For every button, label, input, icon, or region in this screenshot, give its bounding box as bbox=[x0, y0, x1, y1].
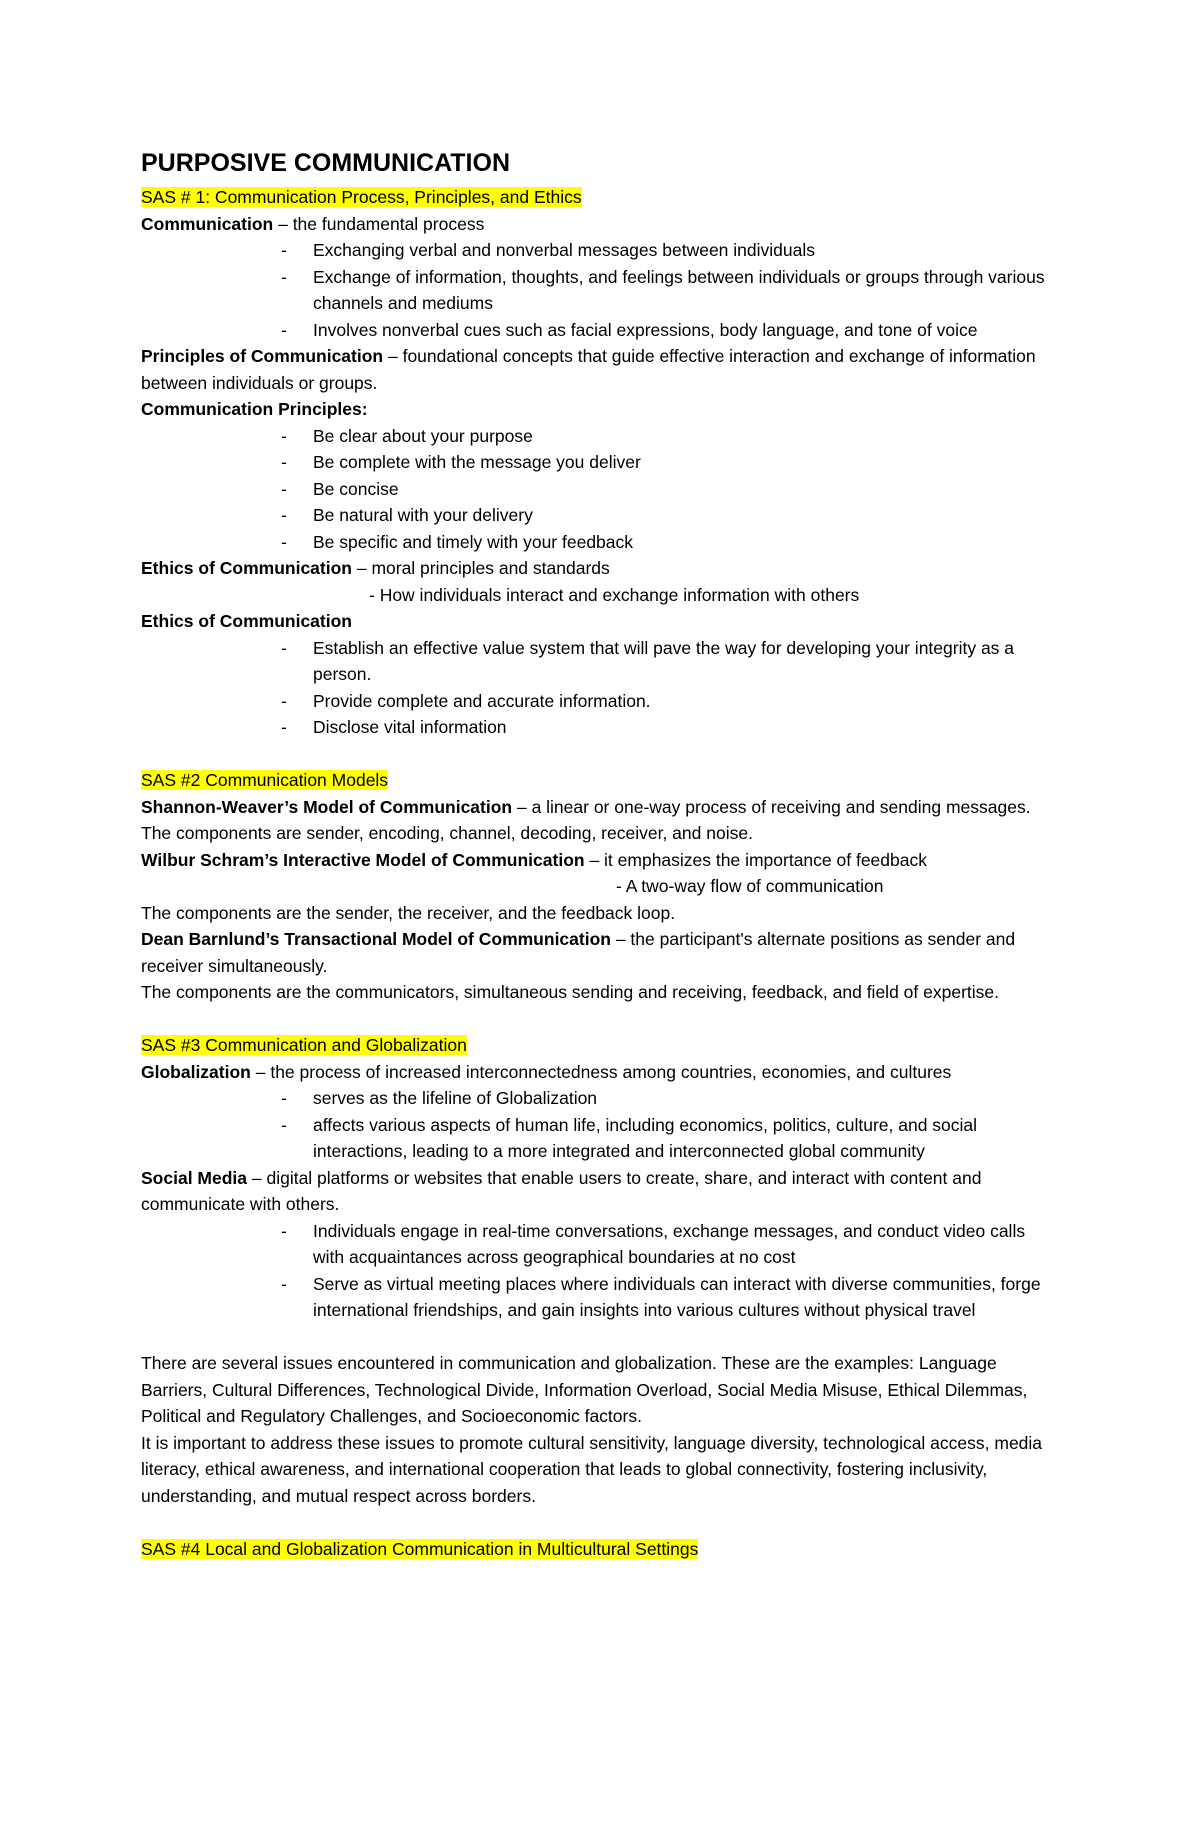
communication-def: – the fundamental process bbox=[273, 213, 485, 234]
communication-term: Communication bbox=[141, 213, 274, 234]
principles-term: Principles of Communication bbox=[141, 346, 384, 366]
list-item: - Serve as virtual meeting places where individuals can interact with diverse communities, forge international friendships, and gain insights into various cultures without physical travel bbox=[313, 1271, 1061, 1324]
barnlund-components: The components are the communicators, simultaneous sending and receiving, feedback, and field of expertise. bbox=[141, 982, 999, 1002]
sas3-heading-line bbox=[141, 1032, 1061, 1059]
list-item: - affects various aspects of human life, including economics, politics, culture, and social interactions, leading to a more integrated and interconnected global community bbox=[313, 1112, 1061, 1165]
list-item: - Be complete with the message you deliver bbox=[313, 449, 1061, 476]
ethics-heading: Ethics of Communication bbox=[141, 611, 352, 631]
sas3-heading: SAS #3 Communication and Globalization bbox=[141, 1035, 467, 1055]
spacer bbox=[141, 1324, 1061, 1351]
list-item: - Involves nonverbal cues such as facial expressions, body language, and tone of voice bbox=[313, 317, 1061, 344]
schram-term: Wilbur Schram’s Interactive Model of Communication bbox=[141, 849, 585, 870]
ethics-def: – moral principles and standards bbox=[351, 558, 610, 578]
social-media-term: Social Media bbox=[141, 1167, 248, 1188]
list-item: - Exchange of information, thoughts, and feelings between individuals or groups through various channels and mediums bbox=[313, 264, 1061, 317]
principles-definition bbox=[141, 343, 1061, 396]
schram-components: The components are the sender, the receiver, and the feedback loop. bbox=[141, 902, 676, 923]
list-item: - serves as the lifeline of Globalization bbox=[313, 1085, 1061, 1112]
list-item: - Individuals engage in real-time conversations, exchange messages, and conduct video calls with acquaintances across geographical boundaries at no cost bbox=[313, 1218, 1061, 1271]
globalization-term: Globalization bbox=[141, 1061, 251, 1082]
list-item: - Be natural with your delivery bbox=[313, 502, 1061, 529]
spacer bbox=[141, 1509, 1061, 1536]
spacer bbox=[141, 1006, 1061, 1033]
sas2-heading-line bbox=[141, 767, 1061, 794]
social-media-definition bbox=[141, 1165, 1061, 1218]
spacer bbox=[141, 741, 1061, 768]
shannon-definition bbox=[141, 794, 1061, 821]
list-item: - Exchanging verbal and nonverbal messages between individuals bbox=[313, 237, 1061, 264]
ethics-list bbox=[141, 635, 1061, 741]
globalization-definition bbox=[141, 1059, 1061, 1086]
sas1-heading-line bbox=[141, 184, 1061, 211]
sas4-heading-line bbox=[141, 1536, 1061, 1563]
list-item: - Be clear about your purpose bbox=[313, 423, 1061, 450]
globalization-def: – the process of increased interconnectedness among countries, economies, and cultures bbox=[250, 1061, 952, 1082]
communication-definition bbox=[141, 211, 1061, 238]
issues-paragraph: There are several issues encountered in communication and globalization. These are the examples: Language Barriers, Cultural Differences, Technological Divide, Information Overload, Social Media Misuse, Ethical Dilemmas, Political and Regulatory Challenges, and Socioeconomic factors. bbox=[141, 1353, 1028, 1426]
globalization-list bbox=[141, 1085, 1061, 1165]
social-media-def: – digital platforms or websites that enable users to create, share, and interact with content and communicate with others. bbox=[141, 1167, 982, 1214]
principles-def: – foundational concepts that guide effective interaction and exchange of information between individuals or groups. bbox=[141, 346, 1036, 393]
sas2-heading: SAS #2 Communication Models bbox=[141, 770, 389, 790]
list-item: - Be concise bbox=[313, 476, 1061, 503]
shannon-term: Shannon-Weaver’s Model of Communication bbox=[141, 796, 513, 817]
barnlund-def: – the participant's alternate positions as sender and receiver simultaneously. bbox=[141, 929, 1016, 976]
ethics-term: Ethics of Communication bbox=[141, 558, 352, 578]
important-paragraph: It is important to address these issues to promote cultural sensitivity, language diversity, technological access, media literacy, ethical awareness, and international cooperation that leads to global connectivity, fostering inclusivity, understanding, and mutual respect across borders. bbox=[141, 1432, 1043, 1506]
sas1-heading: SAS # 1: Communication Process, Principles, and Ethics bbox=[141, 187, 582, 207]
list-item: - Disclose vital information bbox=[313, 714, 1061, 741]
ethics-sub: - How individuals interact and exchange information with others bbox=[369, 584, 860, 605]
comm-principles-list bbox=[141, 423, 1061, 556]
ethics-definition bbox=[141, 555, 1061, 582]
schram-definition bbox=[141, 847, 1061, 874]
schram-def: – it emphasizes the importance of feedback bbox=[584, 849, 927, 870]
social-media-list bbox=[141, 1218, 1061, 1324]
document-page bbox=[141, 146, 1061, 1562]
document-title: PURPOSIVE COMMUNICATION bbox=[141, 149, 510, 177]
list-item: - Establish an effective value system that will pave the way for developing your integrity as a person. bbox=[313, 635, 1061, 688]
shannon-components: The components are sender, encoding, channel, decoding, receiver, and noise. bbox=[141, 823, 753, 843]
schram-sub: - A two-way flow of communication bbox=[616, 876, 884, 896]
shannon-def: – a linear or one-way process of receiving and sending messages. bbox=[512, 796, 1031, 817]
barnlund-definition bbox=[141, 926, 1061, 979]
barnlund-term: Dean Barnlund’s Transactional Model of Communication bbox=[141, 929, 611, 949]
comm-principles-heading: Communication Principles: bbox=[141, 399, 368, 419]
sas4-heading: SAS #4 Local and Globalization Communication in Multicultural Settings bbox=[141, 1538, 699, 1559]
list-item: - Be specific and timely with your feedback bbox=[313, 529, 1061, 556]
list-item: - Provide complete and accurate information. bbox=[313, 688, 1061, 715]
communication-list bbox=[141, 237, 1061, 343]
